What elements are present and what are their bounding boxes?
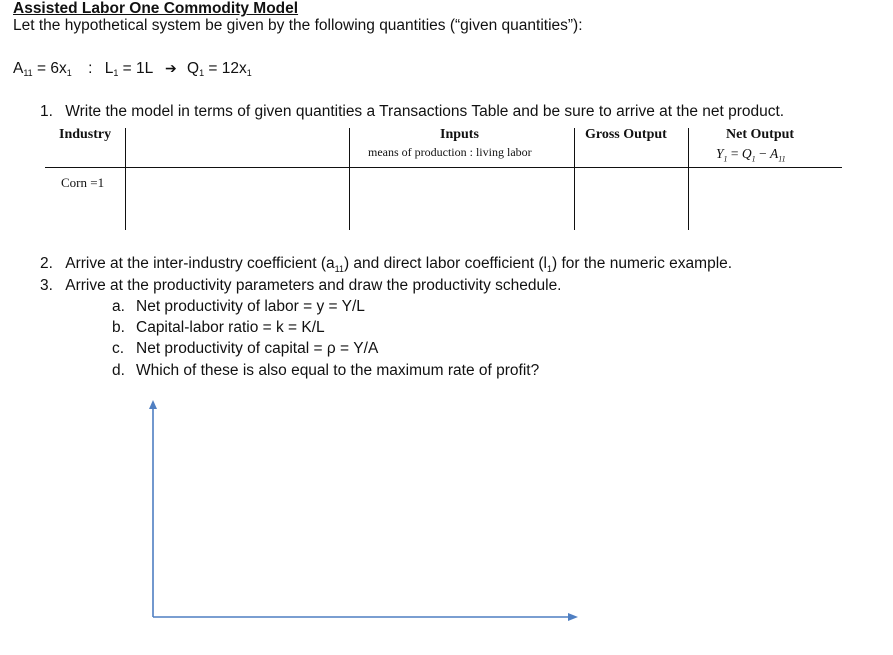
subitem-b-text: Capital-labor ratio = k = K/L xyxy=(136,319,325,336)
formula-eq: = xyxy=(727,146,742,161)
formula-a-sub: 11 xyxy=(778,154,786,164)
question-2-sub2: 1 xyxy=(547,264,553,275)
implies-arrow-icon: ➔ xyxy=(164,60,177,76)
a-rhs: = 6x xyxy=(32,60,67,77)
question-3 xyxy=(40,277,562,295)
given-quantities xyxy=(13,60,252,78)
formula-q: Q xyxy=(741,146,752,161)
separator: : xyxy=(88,60,93,77)
formula-q-sub: 1 xyxy=(751,154,756,164)
question-2-mid: ) and direct labor coefficient (l xyxy=(343,255,547,272)
question-3-number: 3. xyxy=(40,277,53,294)
subitem-c-letter: c. xyxy=(112,340,125,357)
subitem-a-text: Net productivity of labor = y = Y/L xyxy=(136,298,365,315)
formula-minus: − xyxy=(755,146,771,161)
question-3-text: Arrive at the productivity parameters and draw the productivity schedule. xyxy=(65,277,562,294)
formula-y-sub: 1 xyxy=(723,154,728,164)
subitem-d-letter: d. xyxy=(112,362,125,379)
x-axis-arrow-icon xyxy=(568,613,578,621)
question-2-sub1: 11 xyxy=(334,264,344,275)
col-header-inputs: Inputs xyxy=(440,127,479,142)
y-axis-arrow-icon xyxy=(149,400,157,409)
subitem-a-letter: a. xyxy=(112,298,125,315)
question-1 xyxy=(40,103,784,121)
row-label-corn: Corn =1 xyxy=(61,175,105,190)
subitem-c xyxy=(112,340,378,358)
subitem-c-text: Net productivity of capital = ρ = Y/A xyxy=(136,340,379,357)
subitem-d-text: Which of these is also equal to the maximum rate of profit? xyxy=(136,362,540,379)
intro-text: Let the hypothetical system be given by the following quantities (“given quantities”): xyxy=(13,17,583,34)
q-x-sub: 1 xyxy=(246,68,252,78)
x-sub: 1 xyxy=(66,68,72,78)
col-header-inputs-sub: means of production : living labor xyxy=(368,145,532,159)
table-divider-4 xyxy=(688,128,689,230)
question-2 xyxy=(40,255,732,274)
q-sub: 1 xyxy=(199,68,205,78)
question-2-number: 2. xyxy=(40,255,53,272)
subitem-b-letter: b. xyxy=(112,319,125,336)
l-sub: 1 xyxy=(113,68,119,78)
col-header-net-output: Net Output xyxy=(726,127,795,142)
net-output-formula xyxy=(716,146,786,164)
q-label: Q xyxy=(187,60,200,77)
question-2-pre: Arrive at the inter-industry coefficient (a xyxy=(65,255,335,272)
q-rhs: = 12x xyxy=(204,60,247,77)
formula-a: A xyxy=(770,146,779,161)
table-header-divider xyxy=(45,167,842,168)
a-sub: 11 xyxy=(23,68,33,78)
subitem-d xyxy=(112,362,539,380)
subitem-b xyxy=(112,319,325,337)
page-title: Assisted Labor One Commodity Model xyxy=(13,0,299,17)
question-1-number: 1. xyxy=(40,103,53,120)
question-2-post: ) for the numeric example. xyxy=(552,255,733,272)
l-label: L xyxy=(104,60,114,77)
l-rhs: = 1L xyxy=(118,60,153,77)
col-header-gross-output: Gross Output xyxy=(585,127,667,142)
table-divider-2 xyxy=(349,128,350,230)
col-header-industry: Industry xyxy=(59,127,112,142)
blank-axes xyxy=(140,395,585,630)
table-divider-1 xyxy=(125,128,126,230)
formula-y: Y xyxy=(716,146,724,161)
subitem-a xyxy=(112,298,365,316)
question-1-text: Write the model in terms of given quantities a Transactions Table and be sure to arrive at the net product. xyxy=(65,103,785,120)
table-divider-3 xyxy=(574,128,575,230)
a-label: A xyxy=(13,60,24,77)
